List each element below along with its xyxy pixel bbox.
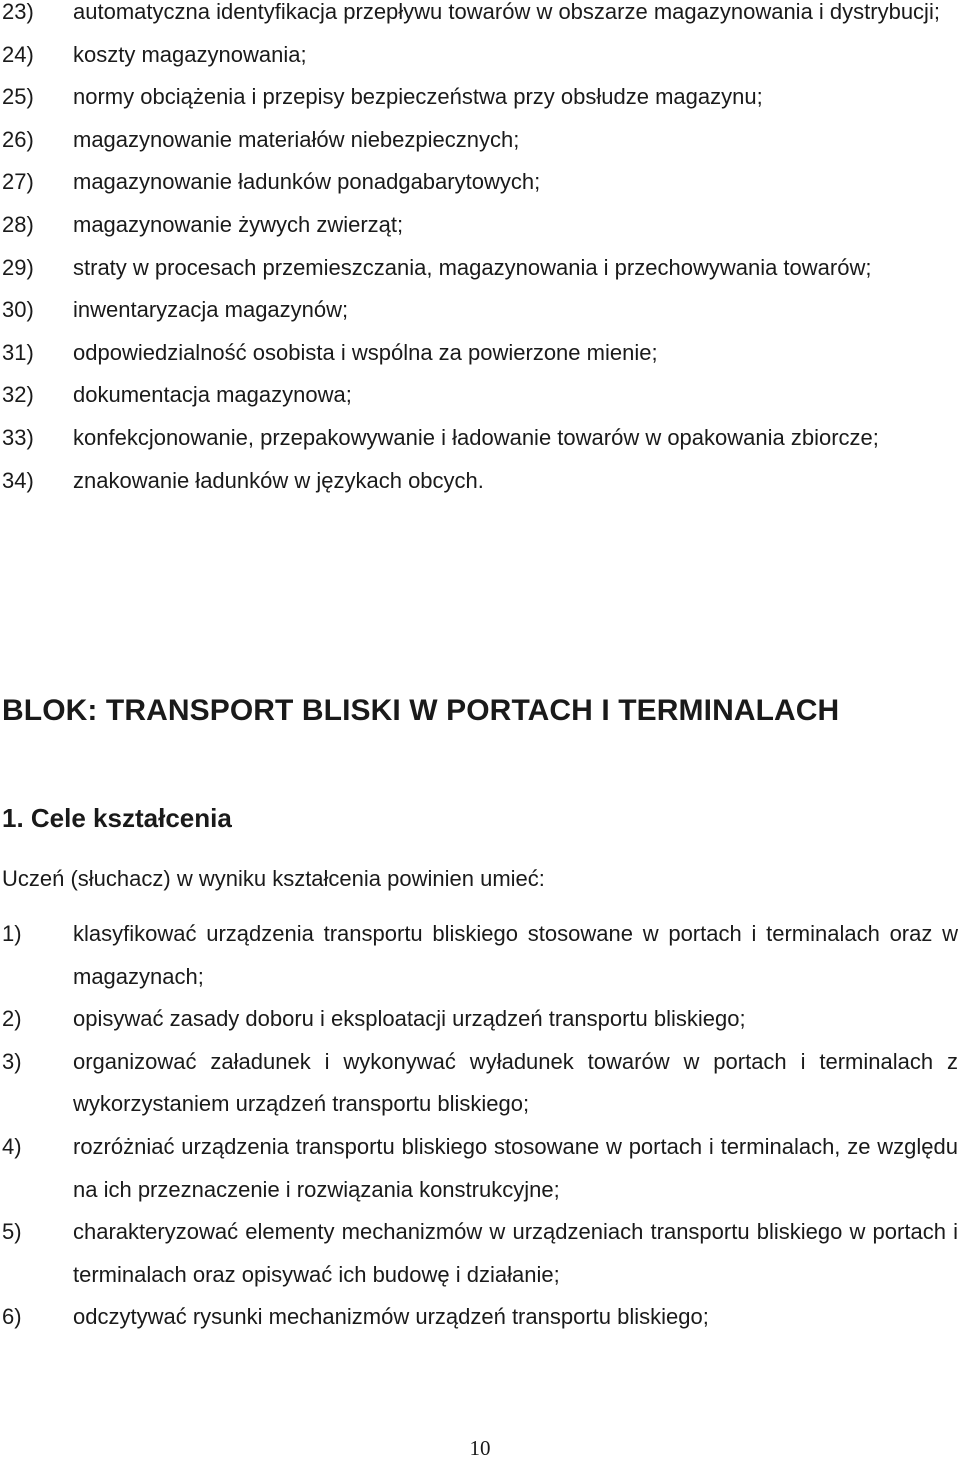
list-item — [0, 1126, 958, 1211]
item-text: rozróżniać urządzenia transportu bliskiego stosowane w portach i terminalach, ze względu na ich przeznaczenie i rozwiązania konstrukcyjne; — [73, 1133, 958, 1202]
item-text: dokumentacja magazynowa; — [73, 382, 352, 408]
item-number: 27) — [2, 169, 34, 195]
item-text: inwentaryzacja magazynów; — [73, 297, 349, 323]
item-number: 3) — [2, 1048, 22, 1074]
item-number: 32) — [2, 382, 34, 408]
item-text: odpowiedzialność osobista i wspólna za powierzone mienie; — [73, 339, 658, 365]
item-text: magazynowanie żywych zwierząt; — [73, 211, 404, 237]
intro-paragraph: Uczeń (słuchacz) w wyniku kształcenia powinien umieć: — [2, 866, 545, 891]
list-item — [0, 119, 958, 162]
list-item — [0, 76, 958, 119]
item-text: normy obciążenia i przepisy bezpieczeństwa przy obsłudze magazynu; — [73, 84, 763, 110]
list-item — [0, 1211, 958, 1296]
topic-list-continued — [0, 0, 958, 502]
item-number: 1) — [2, 921, 22, 946]
item-text: koszty magazynowania; — [73, 41, 307, 67]
list-item — [0, 332, 958, 375]
item-text: magazynowanie materiałów niebezpiecznych; — [73, 126, 520, 152]
item-number: 24) — [2, 41, 34, 67]
item-number: 30) — [2, 297, 34, 323]
item-number: 29) — [2, 254, 34, 280]
item-number: 33) — [2, 424, 34, 450]
item-text: odczytywać rysunki mechanizmów urządzeń transportu bliskiego; — [73, 1304, 709, 1330]
item-text: organizować załadunek i wykonywać wyładunek towarów w portach i terminalach z wykorzystaniem urządzeń transportu bliskiego; — [73, 1048, 958, 1117]
list-item — [0, 374, 958, 417]
item-text: magazynowanie ładunków ponadgabarytowych; — [73, 169, 541, 195]
item-text: automatyczna identyfikacja przepływu towarów w obszarze magazynowania i dystrybucji; — [73, 0, 940, 24]
list-item — [0, 460, 958, 503]
subsection-heading: 1. Cele kształcenia — [2, 803, 232, 833]
item-text: straty w procesach przemieszczania, magazynowania i przechowywania towarów; — [73, 254, 872, 280]
item-number: 4) — [2, 1133, 22, 1159]
list-item — [0, 204, 958, 247]
list-item — [0, 161, 958, 204]
item-number: 28) — [2, 211, 34, 237]
list-item — [0, 247, 958, 290]
item-number: 25) — [2, 84, 34, 110]
item-number: 26) — [2, 126, 34, 152]
item-text: znakowanie ładunków w językach obcych. — [73, 467, 484, 493]
list-item — [0, 417, 958, 460]
item-number: 5) — [2, 1219, 22, 1245]
learning-goals-list — [0, 913, 958, 1339]
item-number: 2) — [2, 1006, 22, 1032]
list-item — [0, 1041, 958, 1126]
item-text: charakteryzować elementy mechanizmów w urządzeniach transportu bliskiego w portach i terminalach oraz opisywać ich budowę i działanie; — [73, 1219, 958, 1287]
item-text: klasyfikować urządzenia transportu bliskiego stosowane w portach i terminalach oraz w magazynach; — [73, 921, 958, 989]
list-item — [0, 998, 958, 1041]
item-text: opisywać zasady doboru i eksploatacji urządzeń transportu bliskiego; — [73, 1006, 746, 1032]
list-item — [0, 1296, 958, 1339]
item-number: 31) — [2, 339, 34, 365]
list-item — [0, 289, 958, 332]
list-item — [0, 34, 958, 77]
list-item — [0, 0, 958, 34]
item-number: 6) — [2, 1304, 22, 1330]
item-text: konfekcjonowanie, przepakowywanie i ładowanie towarów w opakowania zbiorcze; — [73, 424, 879, 450]
section-heading: BLOK: TRANSPORT BLISKI W PORTACH I TERMINALACH — [2, 694, 840, 727]
item-number: 34) — [2, 467, 34, 493]
list-item — [0, 913, 958, 998]
page-number: 10 — [469, 1436, 491, 1460]
item-number: 23) — [2, 0, 34, 24]
